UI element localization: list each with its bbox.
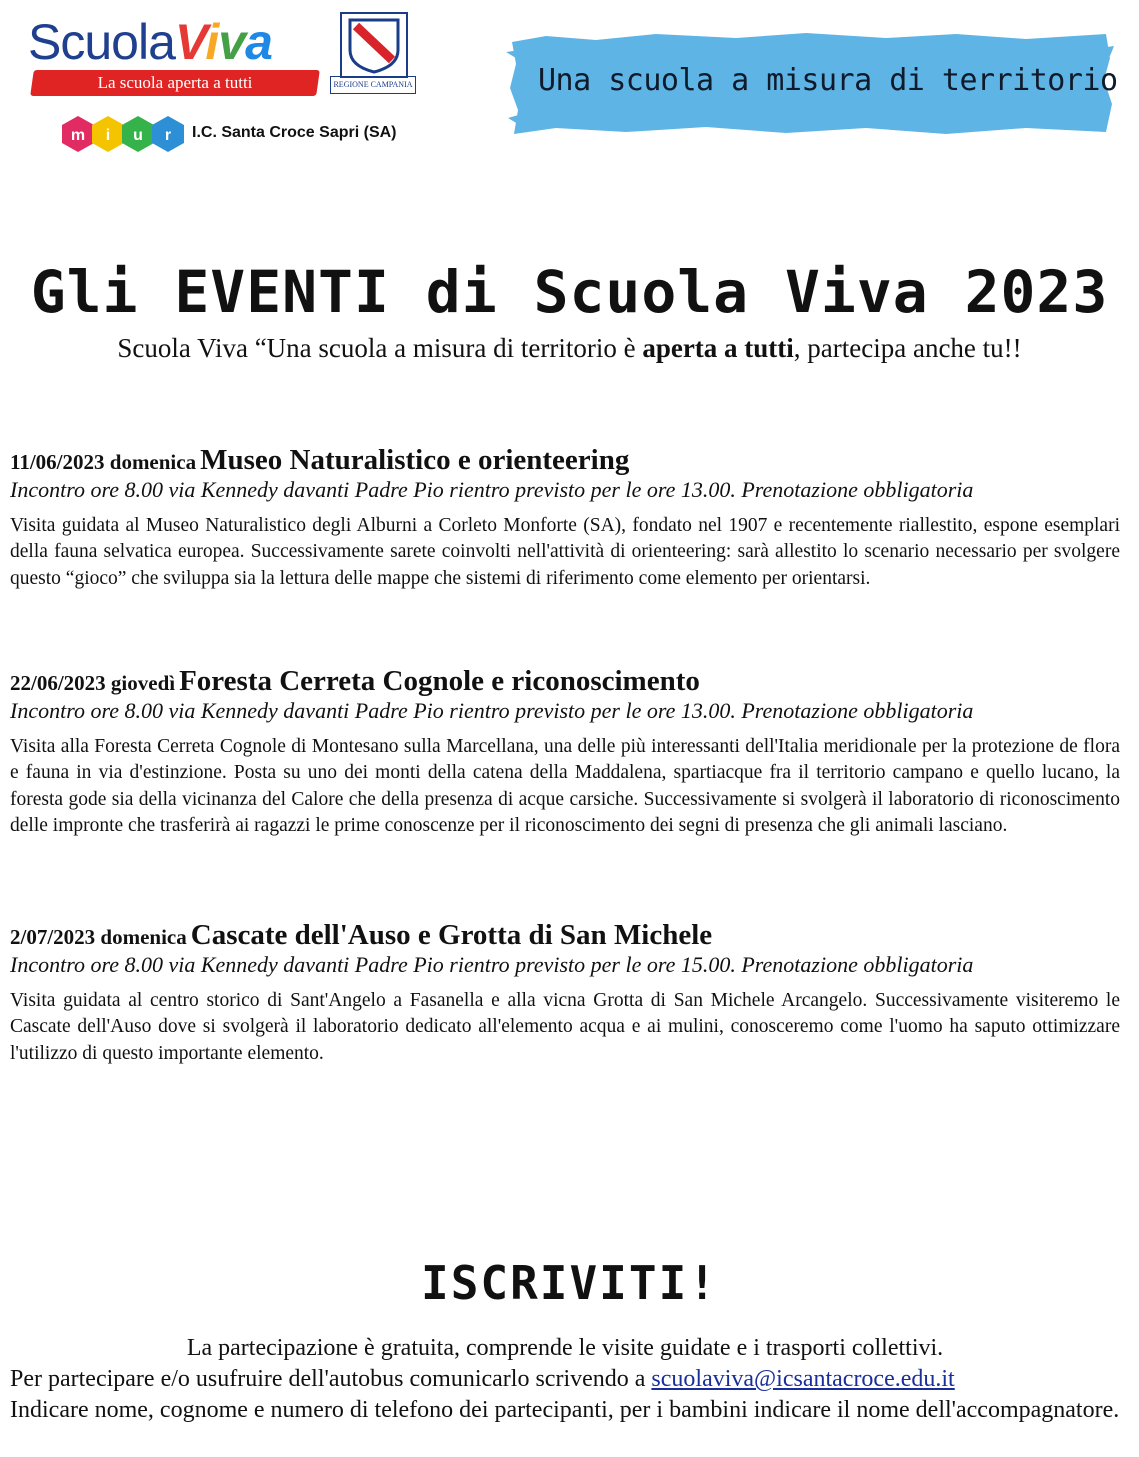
svg-text:u: u <box>133 127 143 144</box>
logo-letter: a <box>245 14 272 70</box>
logo-word-scuola: Scuola <box>28 14 175 70</box>
contact-text: Per partecipare e/o usufruire dell'autobus comunicarlo scrivendo a <box>10 1366 652 1392</box>
page-title: Gli EVENTI di Scuola Viva 2023 <box>30 258 1109 326</box>
event-date: 11/06/2023 domenica <box>10 450 197 474</box>
event-description: Visita guidata al Museo Naturalistico degli Alburni a Corleto Monforte (SA), fondato nel 1907 e recentemente riallestito, espone esemplari della fauna selvatica europea. Successivamente sarete coinvolti nell'attività di orienteering: sarà allestito lo scenario necessario per svolgere questo “gioco” che sviluppa sia la lettura delle mappe che sistemi di riferimento come elemento per orientarsi. <box>10 515 1120 589</box>
event-meeting-info: Incontro ore 8.00 via Kennedy davanti Padre Pio rientro previsto per le ore 13.00. Prenotazione obbligatoria <box>10 477 974 502</box>
event-title: Cascate dell'Auso e Grotta di San Michele <box>190 919 713 951</box>
event-title: Foresta Cerreta Cognole e riconoscimento <box>179 665 700 697</box>
regione-campania-logo <box>330 12 414 96</box>
subtitle-text: Scuola Viva “Una scuola a misura di territorio è <box>117 333 643 363</box>
logo-letter: v <box>218 14 246 70</box>
contact-note <box>10 1364 955 1395</box>
regione-label: REGIONE CAMPANIA <box>330 76 416 94</box>
event-title: Museo Naturalistico e orienteering <box>200 444 630 476</box>
event-meeting-info: Incontro ore 8.00 via Kennedy davanti Padre Pio rientro previsto per le ore 13.00. Prenotazione obbligatoria <box>10 698 974 723</box>
subtitle-emphasis: aperta a tutti <box>642 333 794 363</box>
logo-word-viva <box>175 14 272 70</box>
scuola-viva-logo <box>28 10 328 96</box>
svg-text:m: m <box>70 127 86 144</box>
event-description: Visita guidata al centro storico di Sant'Angelo a Fasanella e alla vicna Grotta di San Michele Arcangelo. Successivamente visiteremo le Cascate dell'Auso dove si svolgerà il laboratorio dedicato all'elemento acqua e ai mulini, conosceremo come l'uomo ha saputo ottimizzare l'utilizzo di questo importante elemento. <box>10 990 1120 1064</box>
scuola-viva-wordmark <box>28 12 272 72</box>
instructions-note: Indicare nome, cognome e numero di telefono dei partecipanti, per i bambini indicare il nome dell'accompagnatore. <box>10 1397 1120 1423</box>
logo-letter: i <box>205 14 219 70</box>
logo-tagline: La scuola aperta a tutti <box>97 73 253 92</box>
event-item <box>10 918 1120 1067</box>
logo-tagline-ribbon <box>30 70 320 96</box>
miur-logo <box>58 114 188 154</box>
event-description: Visita alla Foresta Cerreta Cognole di Montesano sulla Marcellana, una delle più interessanti dell'Italia meridionale per la protezione de flora e fauna in via d'estinzione. Posta su uno dei monti della catena della Maddalena, spartiacque fra il territorio campano e quello lucano, la foresta gode sia della vicinanza del Calore che della presenza di acque carsiche. Successivamente si svolgerà il laboratorio di riconoscimento delle impronte che trasferirà ai ragazzi le prime conoscenze per il riconoscimento dei segni di presenza che gli animali lasciano. <box>10 736 1120 837</box>
participation-note: La partecipazione è gratuita, comprende le visite guidate e i trasporti collettivi. <box>186 1335 944 1361</box>
regione-shield-icon <box>340 12 408 78</box>
svg-text:r: r <box>164 127 172 144</box>
page-subtitle <box>0 331 1139 365</box>
svg-text:i: i <box>105 127 111 144</box>
event-date: 2/07/2023 domenica <box>10 925 187 949</box>
event-heading <box>10 443 1120 477</box>
school-name: I.C. Santa Croce Sapri (SA) <box>192 124 397 141</box>
event-heading <box>10 664 1120 698</box>
event-item <box>10 443 1120 592</box>
event-item <box>10 664 1120 840</box>
event-date: 22/06/2023 giovedì <box>10 671 176 695</box>
logo-letter: V <box>174 14 206 70</box>
signup-heading: ISCRIVITI! <box>421 1256 718 1310</box>
event-heading <box>10 918 1120 952</box>
email-link[interactable]: scuolaviva@icsantacroce.edu.it <box>651 1366 955 1392</box>
slogan-text: Una scuola a misura di territorio <box>538 63 1118 98</box>
event-meeting-info: Incontro ore 8.00 via Kennedy davanti Padre Pio rientro previsto per le ore 15.00. Prenotazione obbligatoria <box>10 952 974 977</box>
subtitle-text-end: , partecipa anche tu!! <box>793 333 1022 363</box>
